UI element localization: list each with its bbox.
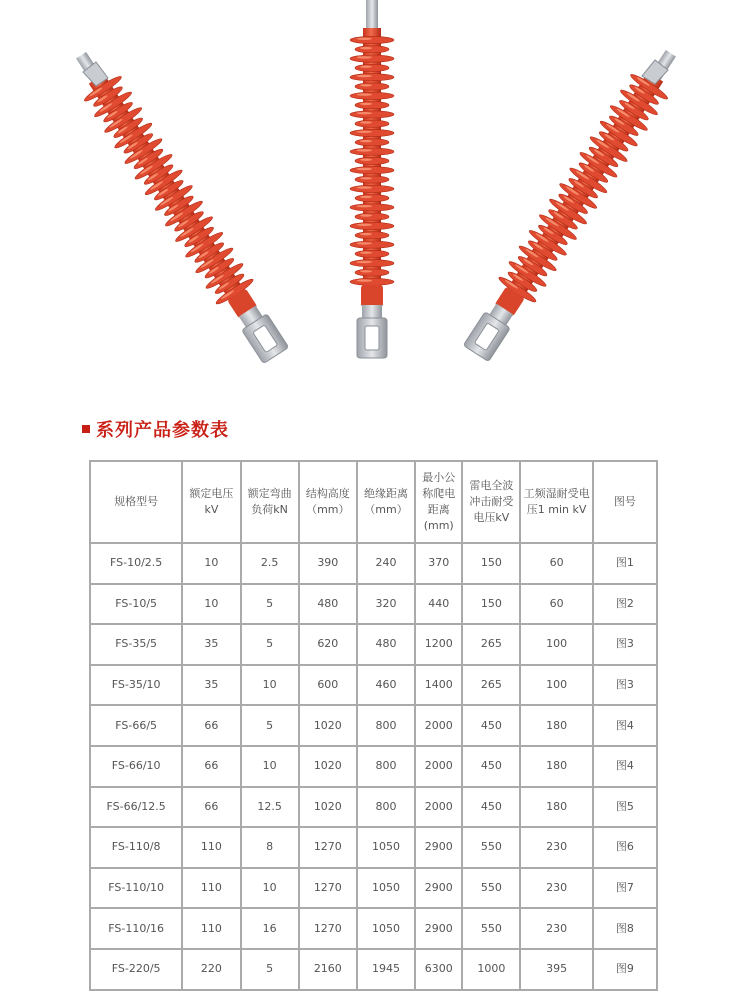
cell-insulation-distance: 460 — [357, 665, 415, 706]
table-row — [90, 705, 657, 746]
cell-insulation-distance: 1050 — [357, 868, 415, 909]
table-row — [90, 665, 657, 706]
cell-bending-load: 10 — [241, 868, 299, 909]
table-row — [90, 868, 657, 909]
cell-creepage-distance: 2900 — [415, 908, 462, 949]
cell-rated-voltage: 66 — [182, 705, 240, 746]
insulator-product-image — [0, 0, 750, 400]
cell-power-frequency: 395 — [520, 949, 592, 990]
cell-rated-voltage: 110 — [182, 868, 240, 909]
cell-bending-load: 5 — [241, 705, 299, 746]
cell-figure-no: 图9 — [593, 949, 657, 990]
cell-lightning-impulse: 265 — [462, 624, 520, 665]
cell-rated-voltage: 35 — [182, 624, 240, 665]
left-insulator — [63, 43, 295, 367]
cell-insulation-distance: 1945 — [357, 949, 415, 990]
cell-structure-height: 390 — [299, 543, 357, 584]
cell-power-frequency: 180 — [520, 705, 592, 746]
cell-rated-voltage: 110 — [182, 908, 240, 949]
cell-model: FS-35/5 — [90, 624, 182, 665]
cell-bending-load: 5 — [241, 624, 299, 665]
header-structure-height: 结构高度（mm） — [299, 461, 357, 543]
cell-figure-no: 图1 — [593, 543, 657, 584]
cell-figure-no: 图4 — [593, 705, 657, 746]
cell-lightning-impulse: 550 — [462, 868, 520, 909]
cell-figure-no: 图6 — [593, 827, 657, 868]
cell-lightning-impulse: 150 — [462, 584, 520, 625]
cell-creepage-distance: 2900 — [415, 827, 462, 868]
cell-insulation-distance: 320 — [357, 584, 415, 625]
cell-lightning-impulse: 150 — [462, 543, 520, 584]
cell-figure-no: 图3 — [593, 665, 657, 706]
product-parameter-table — [89, 460, 658, 991]
center-insulator — [350, 0, 394, 358]
cell-insulation-distance: 800 — [357, 746, 415, 787]
table-row — [90, 584, 657, 625]
cell-lightning-impulse: 450 — [462, 746, 520, 787]
cell-lightning-impulse: 265 — [462, 665, 520, 706]
cell-model: FS-10/2.5 — [90, 543, 182, 584]
cell-lightning-impulse: 1000 — [462, 949, 520, 990]
cell-model: FS-220/5 — [90, 949, 182, 990]
cell-lightning-impulse: 450 — [462, 787, 520, 828]
cell-structure-height: 1020 — [299, 787, 357, 828]
cell-creepage-distance: 370 — [415, 543, 462, 584]
table-row — [90, 827, 657, 868]
cell-lightning-impulse: 450 — [462, 705, 520, 746]
cell-insulation-distance: 1050 — [357, 908, 415, 949]
cell-rated-voltage: 220 — [182, 949, 240, 990]
cell-bending-load: 12.5 — [241, 787, 299, 828]
cell-power-frequency: 230 — [520, 827, 592, 868]
cell-power-frequency: 230 — [520, 908, 592, 949]
cell-figure-no: 图3 — [593, 624, 657, 665]
cell-bending-load: 5 — [241, 949, 299, 990]
cell-figure-no: 图8 — [593, 908, 657, 949]
cell-creepage-distance: 2000 — [415, 746, 462, 787]
cell-power-frequency: 180 — [520, 746, 592, 787]
cell-model: FS-35/10 — [90, 665, 182, 706]
table-row — [90, 543, 657, 584]
cell-insulation-distance: 480 — [357, 624, 415, 665]
cell-creepage-distance: 1200 — [415, 624, 462, 665]
title-marker — [82, 425, 90, 433]
cell-model: FS-110/8 — [90, 827, 182, 868]
cell-creepage-distance: 2900 — [415, 868, 462, 909]
cell-power-frequency: 60 — [520, 584, 592, 625]
header-bending-load: 额定弯曲负荷kN — [241, 461, 299, 543]
cell-bending-load: 5 — [241, 584, 299, 625]
cell-bending-load: 16 — [241, 908, 299, 949]
cell-power-frequency: 100 — [520, 624, 592, 665]
section-title — [82, 416, 229, 442]
cell-model: FS-66/12.5 — [90, 787, 182, 828]
cell-power-frequency: 180 — [520, 787, 592, 828]
cell-model: FS-110/10 — [90, 868, 182, 909]
cell-structure-height: 2160 — [299, 949, 357, 990]
cell-figure-no: 图5 — [593, 787, 657, 828]
cell-creepage-distance: 440 — [415, 584, 462, 625]
cell-figure-no: 图7 — [593, 868, 657, 909]
cell-model: FS-10/5 — [90, 584, 182, 625]
cell-creepage-distance: 2000 — [415, 787, 462, 828]
cell-structure-height: 1020 — [299, 746, 357, 787]
cell-bending-load: 8 — [241, 827, 299, 868]
header-model: 规格型号 — [90, 461, 182, 543]
header-insulation-distance: 绝缘距离（mm） — [357, 461, 415, 543]
cell-power-frequency: 230 — [520, 868, 592, 909]
cell-bending-load: 10 — [241, 665, 299, 706]
cell-rated-voltage: 35 — [182, 665, 240, 706]
cell-model: FS-110/16 — [90, 908, 182, 949]
table-row — [90, 908, 657, 949]
cell-insulation-distance: 240 — [357, 543, 415, 584]
cell-creepage-distance: 1400 — [415, 665, 462, 706]
cell-creepage-distance: 2000 — [415, 705, 462, 746]
cell-insulation-distance: 800 — [357, 705, 415, 746]
cell-figure-no: 图2 — [593, 584, 657, 625]
table-header-row — [90, 461, 657, 543]
cell-structure-height: 1270 — [299, 827, 357, 868]
cell-model: FS-66/10 — [90, 746, 182, 787]
cell-rated-voltage: 66 — [182, 787, 240, 828]
cell-figure-no: 图4 — [593, 746, 657, 787]
cell-bending-load: 2.5 — [241, 543, 299, 584]
table-row — [90, 949, 657, 990]
header-figure-no: 图号 — [593, 461, 657, 543]
cell-lightning-impulse: 550 — [462, 827, 520, 868]
table-row — [90, 787, 657, 828]
table-row — [90, 746, 657, 787]
cell-rated-voltage: 110 — [182, 827, 240, 868]
section-title-text: 系列产品参数表 — [96, 420, 229, 441]
cell-model: FS-66/5 — [90, 705, 182, 746]
cell-structure-height: 620 — [299, 624, 357, 665]
cell-structure-height: 600 — [299, 665, 357, 706]
cell-rated-voltage: 10 — [182, 543, 240, 584]
cell-rated-voltage: 10 — [182, 584, 240, 625]
cell-rated-voltage: 66 — [182, 746, 240, 787]
header-rated-voltage: 额定电压kV — [182, 461, 240, 543]
cell-lightning-impulse: 550 — [462, 908, 520, 949]
right-insulator — [457, 41, 689, 365]
cell-structure-height: 480 — [299, 584, 357, 625]
cell-power-frequency: 60 — [520, 543, 592, 584]
cell-structure-height: 1270 — [299, 868, 357, 909]
cell-structure-height: 1270 — [299, 908, 357, 949]
cell-creepage-distance: 6300 — [415, 949, 462, 990]
cell-power-frequency: 100 — [520, 665, 592, 706]
cell-insulation-distance: 800 — [357, 787, 415, 828]
header-power-frequency: 工频湿耐受电压1 min kV — [520, 461, 592, 543]
cell-structure-height: 1020 — [299, 705, 357, 746]
cell-insulation-distance: 1050 — [357, 827, 415, 868]
header-creepage-distance: 最小公称爬电距离(mm) — [415, 461, 462, 543]
cell-bending-load: 10 — [241, 746, 299, 787]
header-lightning-impulse: 雷电全波冲击耐受电压kV — [462, 461, 520, 543]
table-row — [90, 624, 657, 665]
